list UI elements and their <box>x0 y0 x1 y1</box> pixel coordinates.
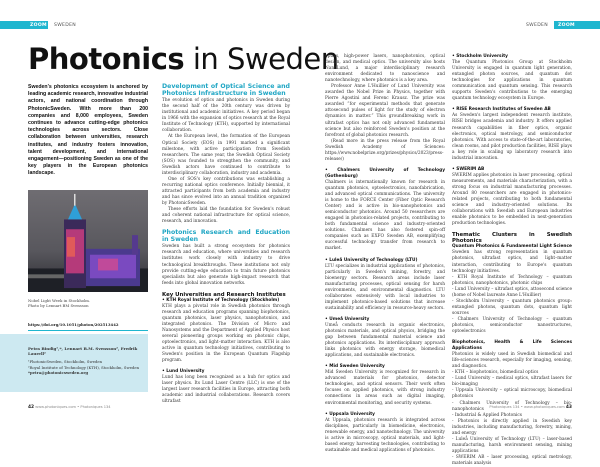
subheading-umea: • Umeå University <box>325 316 370 322</box>
heading-thematic-clusters: Thematic Clusters in Swedish Photonics <box>452 232 572 245</box>
paragraph: At the European level, the formation of the European Optical Society (EOS) in 1991 marked a significant milestone, with active participation from Swedish researchers. The same year, the Swedish Optical Society (SOS) was founded to strengthen the community, and Swedish actors have continued to contribute to interdisciplinary collaboration, industry and academia. <box>162 134 290 176</box>
list-item: - Luleå University of Technology (LTU) – laser-based manufacturing, harsh environment sensing, mining applications <box>452 436 572 454</box>
affiliation-1: ¹PhotonicSweden, Stockholm, Sweden <box>28 359 103 365</box>
paragraph: SWERIM applies photonics in laser processing, optical measurements, and materials characterization, with a strong focus on industrial manufacturing processes. Around 80 researchers are engaged in photonics-related projects, contributing to both fundamental science and industry-oriented solutions. Its collaborations with Swedish and European industries enable photonics to be embedded in next-generation production technologies. <box>452 172 572 227</box>
section-label: SWEDEN <box>54 22 77 28</box>
footer-right: Photoniques 134 • www.photoniques.com 43 <box>489 405 572 410</box>
affiliation-2: ²Royal Institute of Technology (KTH), Stockholm, Sweden <box>28 364 140 370</box>
paragraph: Photonics is widely used in Swedish biomedical and life-sciences research, especially for imaging, sensing, and diagnostics. <box>452 352 572 370</box>
author-email[interactable]: *petra@photonicsweden.org <box>28 369 88 375</box>
list-item: - Lund University – medical optics, ultrafast lasers for bio-imaging <box>452 376 572 388</box>
subheading-kth: • KTH Royal Institute of Technology (Stockholm) <box>162 297 280 303</box>
footer-left: 42 www.photoniques.com • Photoniques 134 <box>28 405 111 410</box>
list-item: - Industrial & Applied Photonics <box>452 412 522 418</box>
section-tag-right <box>520 21 600 29</box>
column-2 <box>162 84 290 406</box>
photo-nobel-light-week <box>28 190 148 292</box>
paragraph: Umeå conducts research in organic electronics, photonics materials, and optical physics, bridging the gap between fundamental material science and photonics applications. Its interdisciplinary approach links photonics with energy storage, biomedical applications, and sustainable electronics. <box>325 322 445 359</box>
paragraph: Mid Sweden University is recognized for research in advanced materials for photonics, detector technologies, and optical sensors. Their work often focuses on applied photonics, with strong industry connections in areas such as digital imaging, environmental monitoring, and security systems. <box>325 370 445 406</box>
list-item: - Chalmers University of Technology – bio-nanophotonics <box>452 400 572 412</box>
paragraph: Professor Anne L'Huillier of Lund University was awarded the Nobel Prize in Physics, together with Pierre Agostini and Ferenc Krausz. The prize was awarded “for experimental methods that generate attosecond pulses of light for the study of electron dynamics in matter.” This groundbreaking work in ultrafast optics has not only advanced fundamental science but also reinforced Sweden's position at the forefront of global photonics research. <box>325 84 445 138</box>
heading-research-education: Photonics Research and Education in Sweden <box>162 229 290 243</box>
list-item: - KTH Royal Institute of Technology – quantum photonics, nanophotonics, photonic chips <box>452 274 572 286</box>
paragraph: As Sweden's largest independent research institute, RISE bridges academia and industry. It offers applied research capabilities in fiber optics, organic electronics, optical metrology, and semiconductor photonics. With access to state-of-the-art laboratories, clean rooms, and pilot production facilities, RISE plays a key role in scaling up laboratory research into industrial innovation. <box>452 113 572 161</box>
page-title: Photonics in Sweden <box>28 42 339 76</box>
heading-key-universities: Key Universities and Research Institutes <box>162 291 286 298</box>
paragraph: optics, high-power lasers, nanophotonics, optical design, and medical optics. The university also hosts NanoLund, a major interdisciplinary research environment dedicated to nanoscience and nanotechnology, where photonics is a key area. <box>325 54 445 84</box>
zoom-tag: ZOOM <box>554 21 600 29</box>
paragraph: The Quantum Photonics Group at Stockholm University is engaged in quantum light generation, entangled photon sources, and quantum dot technologies for applications in quantum communication and quantum sensing. This research supports Sweden's contributions to the emerging quantum technology ecosystem in Europe. <box>452 60 572 102</box>
column-3 <box>325 54 445 454</box>
paragraph: The evolution of optics and photonics in Sweden during the second half of the 20th century was driven by institutional and academic initiatives. A key period began in 1966 with the expansion of optics research at the Royal Institute of Technology (KTH), supported by international collaboration. <box>162 98 290 134</box>
heading-development: Development of Optical Science and Photonics Infrastructure in Sweden <box>162 83 290 97</box>
paragraph: At Uppsala, photonics research is integrated across disciplines, particularly in biomedicine, electronics, renewable energy, and nanotechnology. The university is active in microscopy, optical materials, and light-based energy harvesting technologies, contributing to sustainable and medical applications of photonics. <box>325 417 445 453</box>
author-names: Petra Bindig¹,*, Lennart B.M. Svensson², Fredrik Laurell² <box>28 346 138 357</box>
section-label: SWEDEN <box>525 22 548 28</box>
subheading-mid-sweden: • Mid Sweden University <box>325 364 385 370</box>
subheading-swerim: • SWERIM AB <box>452 166 485 172</box>
intro-text: Sweden's photonics ecosystem is anchored by leading academic research, innovative industrial actors, and national coordination through PhotonicSweden. With more than 200 companies and 8,000 employees, Sweden continues to advance cutting-edge photonics technologies across sectors. Close collaboration between universities, research institutes, and industry fosters innovation, talent development, and international engagement—positioning Sweden as one of the key players in the European photonics landscape. <box>28 84 148 177</box>
subheading-biophotonics: Biophotonics, Health & Life Sciences Applications <box>452 340 572 352</box>
photo-caption: Nobel Light Week in Stockholm. Photo by Lennart BM Svensson <box>28 298 91 309</box>
paragraph: KTH plays a pivotal role in Swedish photonics through research and education programs spanning biophotonics, quantum photonics, laser physics, nanophotonics, and integrated photonics. The Division of Micro and Nanosystems and the Department of Applied Physics host several pioneering groups working on photonic chips, optoelectronics, and light–matter interaction. KTH is also active in quantum technology initiatives, contributing to Sweden's position in the European Quantum Flagship program. <box>162 303 290 364</box>
author-box <box>0 334 148 392</box>
paragraph: Lund has long been recognized as a hub for optics and laser physics. Its Lund Laser Centre (LLC) is one of the largest laser research facilities in Europe, attracting both academic and industrial collaborations. Research covers ultrafast <box>162 375 290 405</box>
quantum-list <box>452 275 572 335</box>
paragraph: Sweden has built a strong ecosystem for photonics research and education, where universities and research institutes work closely with industry to drive technological breakthroughs. These institutions not only provide cutting-edge education to train future photonics specialists but also generate high-impact research that feeds into global innovation networks. <box>162 244 290 286</box>
paragraph: These efforts laid the foundation for Sweden's robust and coherent national infrastructure for optical science, research, and innovation. <box>162 207 290 225</box>
paragraph: (Read more in the press release from the Royal Swedish Academy of Sciences: https://www.nobelprize.org/prizes/physics/2023/press-release/) <box>325 138 445 162</box>
doi-link[interactable]: https://doi.org/10.1051/photon/202513442 <box>28 322 148 331</box>
subheading-ltu: • Luleå University of Technology (LTU) <box>325 257 418 263</box>
subheading-rise: • RISE Research Institutes of Sweden AB <box>452 107 551 113</box>
list-item: - Stockholm University – quantum photonics group: entangled photons, quantum dots, quantum light sources <box>452 298 572 316</box>
list-item: - SWERIM AB – laser processing, optical metrology, materials analysis <box>452 454 572 466</box>
paragraph: Chalmers is internationally known for research in quantum photonics, optoelectronics, nanofabrication, and advanced optical communications. The university is home to the FORCE Center (Fiber Optic Research Center) and is active in bio-nanophotonics and semiconductor photonics. Around 50 researchers are engaged in photonics-related projects, contributing to both fundamental science and industry-oriented solutions. Chalmers has also fostered spin-off companies such as EXFO Sweden AB, exemplifying successful technology transfer from research to market. <box>325 179 445 252</box>
zoom-tag: ZOOM <box>0 21 48 29</box>
list-item: - KTH – biophotonics, biomedical optics <box>452 370 539 376</box>
subheading-lund: • Lund University <box>162 369 205 375</box>
biophotonics-list <box>452 370 572 467</box>
subheading-chalmers: • Chalmers University of Technology (Gothenburg) <box>325 167 445 179</box>
paragraph: Sweden has strong representation in quantum photonics, ultrafast optics, and light–matter interaction, contributing to Europe's quantum technology initiatives. <box>452 250 572 274</box>
section-tag-left <box>0 21 82 29</box>
list-item: - Photonics is directly applied in Swedish key industries, including manufacturing, forestry, mining, and energy <box>452 418 572 436</box>
subheading-quantum: Quantum Photonics & Fundamental Light Science <box>452 244 572 250</box>
subheading-stockholm: • Stockholm University <box>452 54 508 59</box>
column-4 <box>452 54 572 467</box>
list-item: - Chalmers University of Technology – quantum photonics, semiconductor nanostructures, optoelectronics <box>452 316 572 335</box>
paragraph: One of SOS's key contributions was establishing a recurring national optics conference. Initially biennial, it attracted participants from both academia and industry and has since evolved into an annual tradition organized by PhotonicSweden. <box>162 176 290 206</box>
subheading-uppsala: • Uppsala University <box>325 411 375 417</box>
list-item: - Lund University – ultrafast optics, attosecond science (home of Nobel laureate Anne L'Huillier) <box>452 286 572 298</box>
paragraph: LTU specializes in industrial applications of photonics, particularly in Sweden's mining, forestry, and bioenergy sectors. Research areas include laser manufacturing processes, optical sensing for harsh environments, and environmental diagnostics. LTU collaborates extensively with local industries to implement photonics-based solutions that increase sustainability and efficiency in resource-heavy sectors. <box>325 263 445 311</box>
list-item: - Uppsala University – optical microscopy, biomedical photonics <box>452 388 572 400</box>
